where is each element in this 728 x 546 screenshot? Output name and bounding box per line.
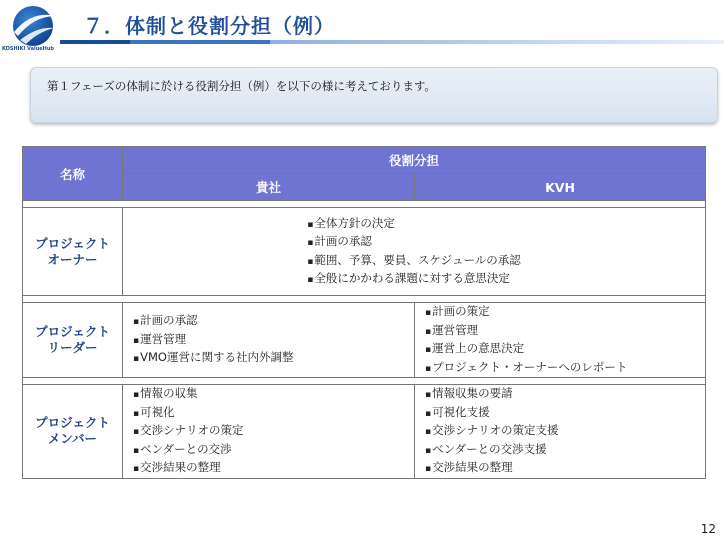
list-item: ▪ 情報の収集 <box>133 385 414 404</box>
list-item: ▪ ベンダーとの交渉 <box>133 441 414 460</box>
title-underline <box>60 40 724 44</box>
list-item: ▪ 交渉結果の整理 <box>425 459 705 478</box>
owner-shared-cell <box>123 208 706 296</box>
list-item: ▪ 可視化 <box>133 404 414 423</box>
leader-kvh-list <box>415 303 705 377</box>
table-row-leader <box>23 303 706 378</box>
list-item: ▪ 情報収集の要請 <box>425 385 705 404</box>
leader-company-cell <box>123 303 415 378</box>
page-number: 12 <box>700 522 716 536</box>
list-item: ▪ 交渉結果の整理 <box>133 459 414 478</box>
list-item: ▪ 運営上の意思決定 <box>425 340 705 359</box>
intro-text: 第１フェーズの体制に於ける役割分担（例）を以下の様に考えております。 <box>47 79 436 93</box>
list-item: ▪ 可視化支援 <box>425 404 705 423</box>
list-item: ▪ プロジェクト・オーナーへのレポート <box>425 359 705 378</box>
page-title: ７．体制と役割分担（例） <box>83 14 335 38</box>
table-row-owner <box>23 208 706 296</box>
list-item: ▪ 計画の承認 <box>307 233 520 252</box>
roles-table <box>22 146 706 479</box>
list-item: ▪ VMO運営に関する社内外調整 <box>133 349 414 368</box>
row-name-leader: プロジェクト リーダー <box>23 303 123 378</box>
intro-box <box>30 67 718 123</box>
leader-kvh-cell <box>415 303 706 378</box>
list-item: ▪ 計画の承認 <box>133 312 414 331</box>
header-kvh: KVH <box>415 174 706 201</box>
list-item: ▪ 運営管理 <box>425 322 705 341</box>
header-company: 貴社 <box>123 174 415 201</box>
logo-text: KOSHIKI ValueHub <box>2 46 54 52</box>
header-row-1 <box>23 147 706 174</box>
list-item: ▪ 交渉シナリオの策定 <box>133 422 414 441</box>
list-item: ▪ ベンダーとの交渉支援 <box>425 441 705 460</box>
member-kvh-list <box>415 385 705 478</box>
list-item: ▪ 運営管理 <box>133 331 414 350</box>
header-roles: 役割分担 <box>123 147 706 174</box>
member-company-cell <box>123 385 415 479</box>
leader-company-list <box>123 312 414 368</box>
header-name: 名称 <box>23 147 123 201</box>
list-item: ▪ 計画の策定 <box>425 303 705 322</box>
list-item: ▪ 全体方針の決定 <box>307 215 520 234</box>
list-item: ▪ 範囲、予算、要員、スケジュールの承認 <box>307 252 520 271</box>
list-item: ▪ 交渉シナリオの策定支援 <box>425 422 705 441</box>
list-item: ▪ 全般にかかわる課題に対する意思決定 <box>307 270 520 289</box>
member-kvh-cell <box>415 385 706 479</box>
row-name-owner: プロジェクト オーナー <box>23 208 123 296</box>
header-row-2 <box>23 174 706 201</box>
table-row-member <box>23 385 706 479</box>
owner-shared-list <box>307 215 520 289</box>
member-company-list <box>123 385 414 478</box>
row-name-member: プロジェクト メンバー <box>23 385 123 479</box>
